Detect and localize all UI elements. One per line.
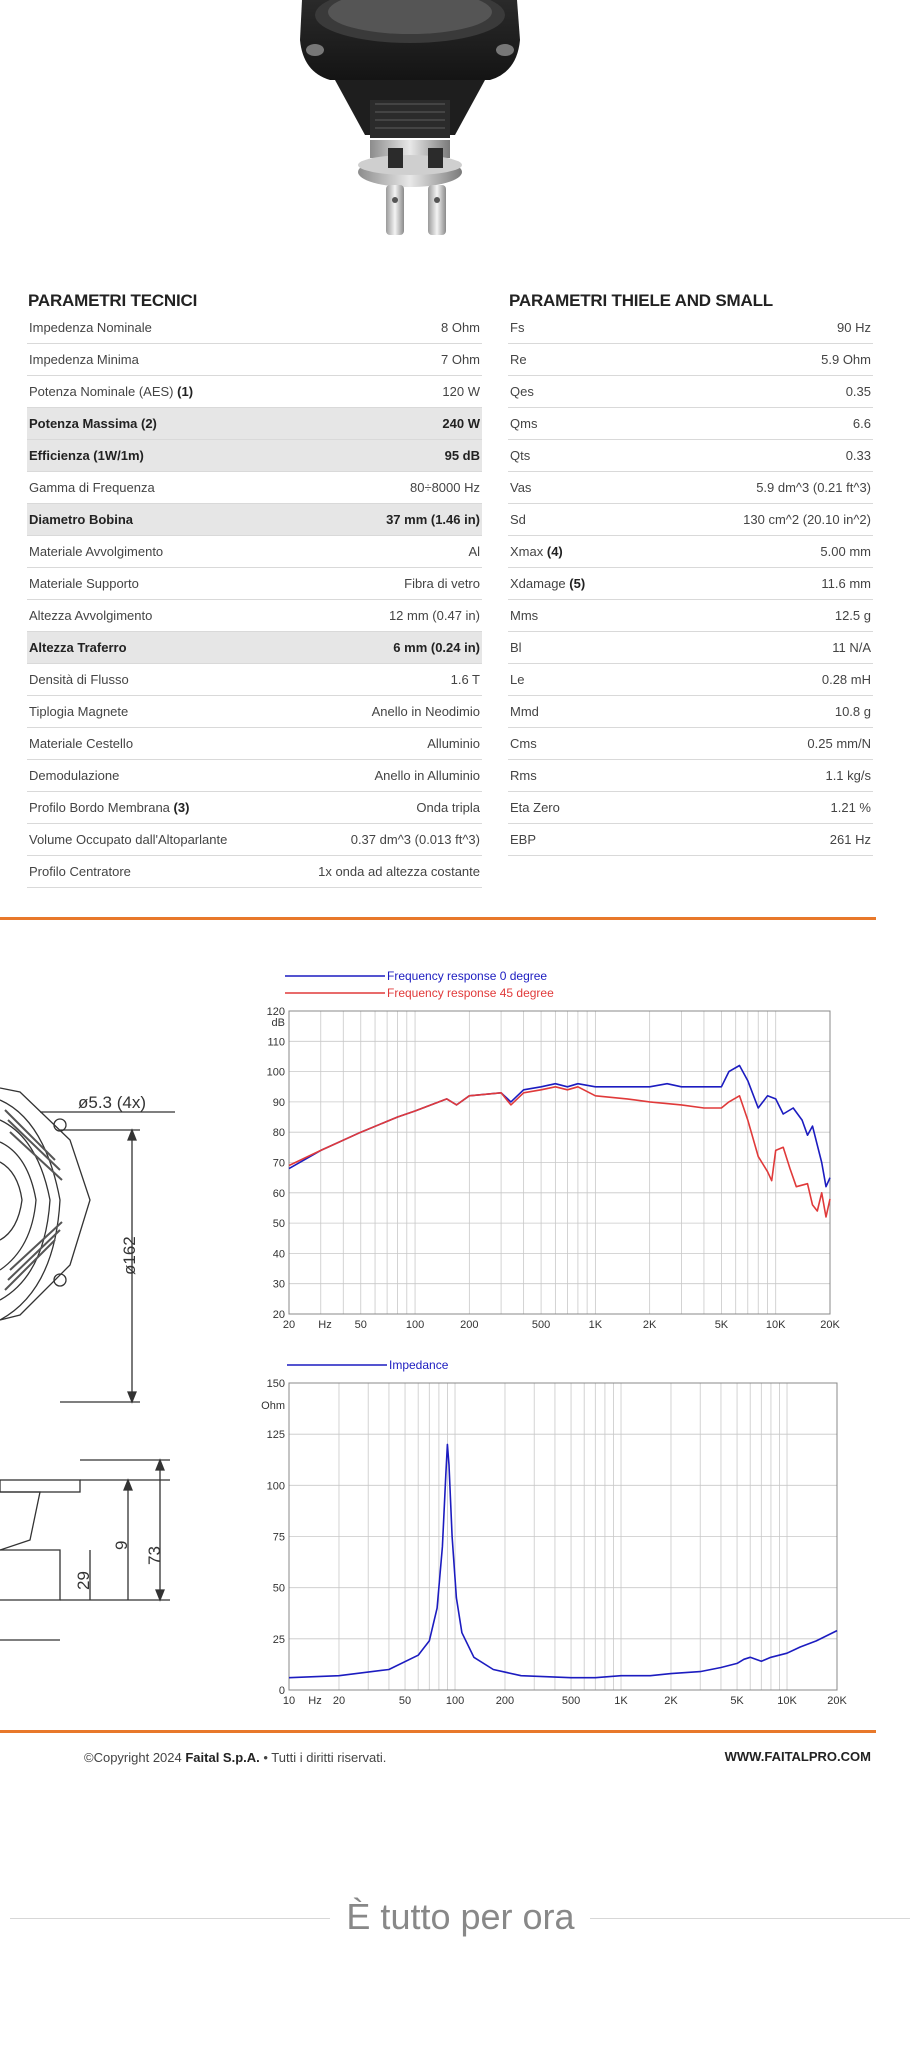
param-row <box>27 664 482 696</box>
param-label <box>510 832 536 847</box>
param-label <box>510 320 524 335</box>
param-label <box>510 640 522 655</box>
y-tick-label: 75 <box>272 1531 285 1544</box>
footer-divider <box>0 1730 876 1733</box>
param-value: 261 Hz <box>829 832 871 847</box>
param-label-text: Cms <box>510 736 537 751</box>
param-value: 0.25 mm/N <box>807 736 871 751</box>
param-label <box>510 544 563 559</box>
param-label-text: Altezza Avvolgimento <box>29 608 153 623</box>
x-unit-label: Hz <box>318 1319 332 1331</box>
param-row <box>508 472 873 504</box>
param-label <box>510 672 524 687</box>
end-of-content-message <box>0 1896 921 1938</box>
y-tick-label: 70 <box>272 1157 285 1170</box>
y-unit-label: Ohm <box>261 1400 285 1412</box>
end-message-text: È tutto per ora <box>342 1896 578 1937</box>
param-label <box>510 736 537 751</box>
param-value: Fibra di vetro <box>404 576 480 591</box>
y-tick-label: 120 <box>266 1006 285 1018</box>
legend-label: Impedance <box>389 1358 449 1372</box>
rights-text: • Tutti i diritti riservati. <box>259 1750 387 1765</box>
param-label-text: Profilo Centratore <box>29 864 131 879</box>
param-row <box>508 536 873 568</box>
param-row <box>27 632 482 664</box>
param-row <box>508 760 873 792</box>
diameter-162-label: ø162 <box>120 1236 139 1275</box>
param-label-text: Rms <box>510 768 537 783</box>
legend-label: Frequency response 0 degree <box>387 969 548 983</box>
param-label-text: Diametro Bobina <box>29 512 134 527</box>
param-footnote: (5) <box>569 576 586 591</box>
param-row <box>27 312 482 344</box>
x-tick-label: 200 <box>495 1695 515 1707</box>
param-label-text: Vas <box>510 480 532 495</box>
param-row <box>508 440 873 472</box>
dim-73-label: 73 <box>145 1546 164 1565</box>
param-row <box>27 440 482 472</box>
param-row <box>508 408 873 440</box>
param-row <box>508 696 873 728</box>
param-label-text: Densità di Flusso <box>29 672 129 687</box>
x-tick-label: 10 <box>282 1695 296 1707</box>
param-label <box>510 512 526 527</box>
dim-9-label: 9 <box>112 1540 131 1550</box>
param-label <box>510 352 527 367</box>
param-label-text: Le <box>510 672 525 687</box>
param-value: 6 mm (0.24 in) <box>393 640 480 655</box>
company-name: Faital S.p.A. <box>185 1750 260 1765</box>
param-value: 120 W <box>442 384 480 399</box>
param-label <box>29 352 139 367</box>
param-label-text: Potenza Nominale (AES) <box>29 384 174 399</box>
y-tick-label: 25 <box>272 1633 285 1646</box>
x-tick-label: 100 <box>405 1319 425 1331</box>
param-label <box>510 704 539 719</box>
param-footnote: (3) <box>173 800 190 815</box>
param-row <box>27 568 482 600</box>
x-tick-label: 5K <box>730 1695 744 1707</box>
x-tick-label: 500 <box>561 1695 581 1707</box>
param-label-text: Sd <box>510 512 526 527</box>
param-footnote: (4) <box>546 544 563 559</box>
param-row <box>508 568 873 600</box>
x-tick-label: 20 <box>282 1319 296 1331</box>
param-row <box>508 312 873 344</box>
y-tick-label: 30 <box>272 1278 285 1291</box>
param-row <box>27 792 482 824</box>
param-label <box>29 864 131 879</box>
y-tick-label: 110 <box>267 1036 285 1049</box>
param-value: 37 mm (1.46 in) <box>386 512 480 527</box>
param-label-text: Volume Occupato dall'Altoparlante <box>29 832 228 847</box>
param-value: 12.5 g <box>834 608 871 623</box>
param-label-text: Eta Zero <box>510 800 560 815</box>
param-label <box>29 320 152 335</box>
param-label-text: Altezza Traferro <box>29 640 127 655</box>
param-value: 5.9 Ohm <box>821 352 871 367</box>
param-label-text: Tiplogia Magnete <box>29 704 129 719</box>
x-tick-label: 10K <box>765 1319 786 1331</box>
param-value: Anello in Neodimio <box>371 704 480 719</box>
param-row <box>27 376 482 408</box>
param-value: 5.9 dm^3 (0.21 ft^3) <box>756 480 871 495</box>
x-tick-label: 20K <box>820 1319 840 1331</box>
param-row <box>508 504 873 536</box>
series-line <box>289 1087 830 1217</box>
y-tick-label: 40 <box>272 1248 285 1261</box>
param-row <box>508 600 873 632</box>
param-footnote: (2) <box>141 416 157 431</box>
x-tick-label: 50 <box>354 1319 367 1331</box>
param-row <box>508 376 873 408</box>
hole-diameter-label: ø5.3 (4x) <box>78 1093 147 1112</box>
param-value: 80÷8000 Hz <box>409 480 480 495</box>
y-tick-label: 100 <box>266 1066 285 1079</box>
param-label <box>29 512 133 527</box>
param-value: Al <box>468 544 480 559</box>
y-tick-label: 50 <box>272 1582 285 1595</box>
param-row <box>27 504 482 536</box>
param-value: Alluminio <box>427 736 480 751</box>
param-label-text: Impedenza Nominale <box>29 320 152 335</box>
param-footnote: (1) <box>177 384 194 399</box>
series-line <box>289 1444 837 1677</box>
param-row <box>27 856 482 888</box>
param-label-text: Qms <box>510 416 538 431</box>
y-tick-label: 20 <box>272 1309 285 1321</box>
param-label <box>510 608 538 623</box>
x-tick-label: 2K <box>642 1319 657 1331</box>
x-tick-label: 1K <box>588 1319 603 1331</box>
y-tick-label: 80 <box>272 1127 285 1140</box>
param-row <box>508 664 873 696</box>
param-value: 8 Ohm <box>440 320 480 335</box>
param-label <box>29 608 152 623</box>
copyright-prefix: ©Copyright 2024 <box>84 1750 186 1765</box>
param-label-text: Demodulazione <box>29 768 120 783</box>
param-label <box>29 736 133 751</box>
param-label <box>510 768 537 783</box>
speaker-image <box>295 0 820 245</box>
x-tick-label: 1K <box>614 1695 628 1707</box>
frequency-response-chart <box>250 965 850 1350</box>
param-label <box>510 800 560 815</box>
y-tick-label: 90 <box>272 1096 285 1109</box>
tech-params-title: PARAMETRI TECNICI <box>28 291 198 310</box>
param-label <box>29 576 139 591</box>
param-row <box>27 760 482 792</box>
x-tick-label: 50 <box>398 1695 412 1707</box>
param-value: 1.21 % <box>830 800 871 815</box>
param-value: 11.6 mm <box>821 576 871 591</box>
y-unit-label: dB <box>271 1017 285 1029</box>
param-label <box>510 448 530 463</box>
dim-29-label: 29 <box>74 1571 93 1590</box>
param-value: 0.33 <box>845 448 871 463</box>
param-value: 95 dB <box>444 448 480 463</box>
param-label-text: Bl <box>510 640 522 655</box>
param-label <box>29 448 144 463</box>
param-label <box>29 640 127 655</box>
param-label <box>510 416 537 431</box>
x-tick-label: 5K <box>714 1319 729 1331</box>
param-value: 10.8 g <box>834 704 871 719</box>
param-row <box>27 824 482 856</box>
param-row <box>508 792 873 824</box>
param-row <box>508 728 873 760</box>
param-value: 90 Hz <box>837 320 871 335</box>
param-row <box>27 344 482 376</box>
y-tick-label: 60 <box>272 1187 285 1200</box>
param-row <box>27 600 482 632</box>
param-label <box>29 416 157 431</box>
param-label <box>29 544 163 559</box>
legend-label: Frequency response 45 degree <box>387 986 554 1000</box>
param-value: 0.28 mH <box>821 672 871 687</box>
param-value: 11 N/A <box>832 640 871 655</box>
param-value: 5.00 mm <box>820 544 871 559</box>
param-label-text: EBP <box>510 832 537 847</box>
param-label-text: Mmd <box>510 704 539 719</box>
param-label-text: Materiale Supporto <box>29 576 139 591</box>
param-label <box>510 480 531 495</box>
param-label <box>510 384 534 399</box>
param-label <box>29 480 155 495</box>
x-tick-label: 500 <box>531 1319 551 1331</box>
param-label-text: Impedenza Minima <box>29 352 139 367</box>
x-tick-label: 100 <box>445 1695 465 1707</box>
param-label <box>29 768 119 783</box>
param-value: 6.6 <box>852 416 871 431</box>
param-label <box>29 800 189 815</box>
param-value: 0.37 dm^3 (0.013 ft^3) <box>350 832 480 847</box>
dimension-drawing <box>0 1080 200 1680</box>
param-value: 240 W <box>442 416 480 431</box>
param-label-text: Re <box>510 352 527 367</box>
impedance-chart <box>250 1355 850 1715</box>
param-row <box>508 632 873 664</box>
section-divider <box>0 917 876 920</box>
y-tick-label: 125 <box>266 1429 285 1442</box>
param-value: 1.1 kg/s <box>825 768 871 783</box>
x-tick-label: 2K <box>664 1695 678 1707</box>
param-label-text: Materiale Cestello <box>29 736 134 751</box>
param-row <box>27 536 482 568</box>
param-label-text: Efficienza (1W/1m) <box>29 448 144 463</box>
param-label-text: Mms <box>510 608 539 623</box>
param-label-text: Qts <box>510 448 531 463</box>
param-value: 7 Ohm <box>440 352 480 367</box>
param-row <box>508 824 873 856</box>
y-tick-label: 50 <box>272 1218 285 1231</box>
website-link[interactable]: WWW.FAITALPRO.COM <box>724 1749 871 1764</box>
y-tick-label: 100 <box>266 1480 285 1493</box>
y-tick-label: 150 <box>266 1378 285 1390</box>
param-value: 1.6 T <box>450 672 480 687</box>
x-unit-label: Hz <box>308 1695 322 1707</box>
param-label <box>510 576 585 591</box>
param-label <box>29 832 227 847</box>
param-label-text: Potenza Massima <box>29 416 138 431</box>
param-label <box>29 672 129 687</box>
param-value: Anello in Alluminio <box>374 768 480 783</box>
param-value: 12 mm (0.47 in) <box>388 608 480 623</box>
param-row <box>27 696 482 728</box>
param-value: Onda tripla <box>416 800 480 815</box>
x-tick-label: 200 <box>460 1319 479 1331</box>
param-label-text: Xdamage <box>510 576 566 591</box>
y-tick-label: 0 <box>278 1685 285 1697</box>
copyright-text <box>84 1750 386 1765</box>
x-tick-label: 20K <box>827 1695 847 1707</box>
x-tick-label: 10K <box>777 1695 797 1707</box>
param-label <box>29 704 128 719</box>
param-label-text: Qes <box>510 384 534 399</box>
param-label <box>29 384 193 399</box>
param-row <box>27 408 482 440</box>
param-value: 0.35 <box>845 384 871 399</box>
param-value: 130 cm^2 (20.10 in^2) <box>743 512 871 527</box>
param-label-text: Xmax <box>510 544 544 559</box>
param-value: 1x onda ad altezza costante <box>318 864 480 879</box>
param-row <box>27 728 482 760</box>
ts-params-title: PARAMETRI THIELE AND SMALL <box>509 291 773 310</box>
param-label-text: Profilo Bordo Membrana <box>29 800 170 815</box>
param-row <box>27 472 482 504</box>
param-row <box>508 344 873 376</box>
param-label-text: Fs <box>510 320 525 335</box>
param-label-text: Materiale Avvolgimento <box>29 544 164 559</box>
param-label-text: Gamma di Frequenza <box>29 480 155 495</box>
x-tick-label: 20 <box>332 1695 346 1707</box>
